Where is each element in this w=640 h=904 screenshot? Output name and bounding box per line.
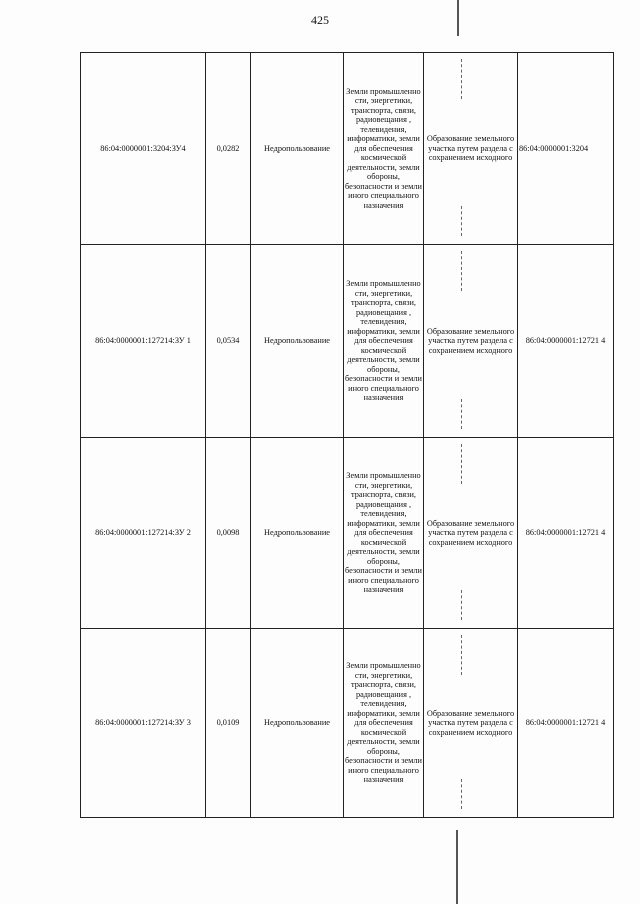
dashed-mark bbox=[461, 206, 463, 236]
source-plot-cell: 86:04:0000001:12721 4 bbox=[518, 438, 614, 629]
land-category-cell: Земли промышленно сти, энергетики, транспорта, связи, радиовещания , телевидения, информатики, земли для обеспечения космической деятельности, земли обороны, безопасности и земли иного специального назначения bbox=[344, 629, 424, 818]
dashed-mark bbox=[461, 251, 463, 291]
permitted-use-cell: Недропользование bbox=[251, 629, 344, 818]
cadastral-number-cell: 86:04:0000001:127214:ЗУ 1 bbox=[81, 245, 206, 438]
table-row bbox=[81, 629, 614, 818]
source-plot-cell: 86:04:0000001:12721 4 bbox=[518, 629, 614, 818]
margin-rule-top bbox=[457, 0, 459, 36]
table-row bbox=[81, 53, 614, 245]
cadastral-number-cell: 86:04:0000001:127214:ЗУ 2 bbox=[81, 438, 206, 629]
formation-method-cell bbox=[424, 53, 518, 245]
land-category-cell: Земли промышленно сти, энергетики, транспорта, связи, радиовещания , телевидения, информатики, земли для обеспечения космической деятельности, земли обороны, безопасности и земли иного специального назначения bbox=[344, 438, 424, 629]
land-plots-table bbox=[80, 52, 614, 818]
formation-method-cell bbox=[424, 245, 518, 438]
area-cell: 0,0098 bbox=[206, 438, 251, 629]
page-number: 425 bbox=[311, 13, 329, 27]
formation-method-text: Образование земельного участка путем раздела с сохранением исходного bbox=[426, 518, 515, 547]
dashed-mark bbox=[461, 779, 463, 809]
area-cell: 0,0282 bbox=[206, 53, 251, 245]
area-cell: 0,0534 bbox=[206, 245, 251, 438]
dashed-mark bbox=[461, 59, 463, 99]
permitted-use-cell: Недропользование bbox=[251, 245, 344, 438]
formation-method-text: Образование земельного участка путем раздела с сохранением исходного bbox=[426, 134, 515, 163]
formation-method-text: Образование земельного участка путем раздела с сохранением исходного bbox=[426, 326, 515, 355]
source-plot-cell: 86:04:0000001:12721 4 bbox=[518, 245, 614, 438]
source-plot-cell: 86:04:0000001:3204 bbox=[518, 53, 614, 245]
table-row bbox=[81, 245, 614, 438]
cadastral-number-cell: 86:04:0000001:127214:ЗУ 3 bbox=[81, 629, 206, 818]
land-category-cell: Земли промышленно сти, энергетики, транспорта, связи, радиовещания , телевидения, информатики, земли для обеспечения космической деятельности, земли обороны, безопасности и земли иного специального назначения bbox=[344, 53, 424, 245]
dashed-mark bbox=[461, 444, 463, 484]
dashed-mark bbox=[461, 399, 463, 429]
permitted-use-cell: Недропользование bbox=[251, 53, 344, 245]
formation-method-cell bbox=[424, 438, 518, 629]
dashed-mark bbox=[461, 590, 463, 620]
land-category-cell: Земли промышленно сти, энергетики, транспорта, связи, радиовещания , телевидения, информатики, земли для обеспечения космической деятельности, земли обороны, безопасности и земли иного специального назначения bbox=[344, 245, 424, 438]
formation-method-text: Образование земельного участка путем раздела с сохранением исходного bbox=[426, 708, 515, 737]
table-row bbox=[81, 438, 614, 629]
margin-rule-bottom bbox=[456, 830, 458, 904]
dashed-mark bbox=[461, 635, 463, 675]
cadastral-number-cell: 86:04:0000001:3204:ЗУ4 bbox=[81, 53, 206, 245]
area-cell: 0,0109 bbox=[206, 629, 251, 818]
formation-method-cell bbox=[424, 629, 518, 818]
permitted-use-cell: Недропользование bbox=[251, 438, 344, 629]
